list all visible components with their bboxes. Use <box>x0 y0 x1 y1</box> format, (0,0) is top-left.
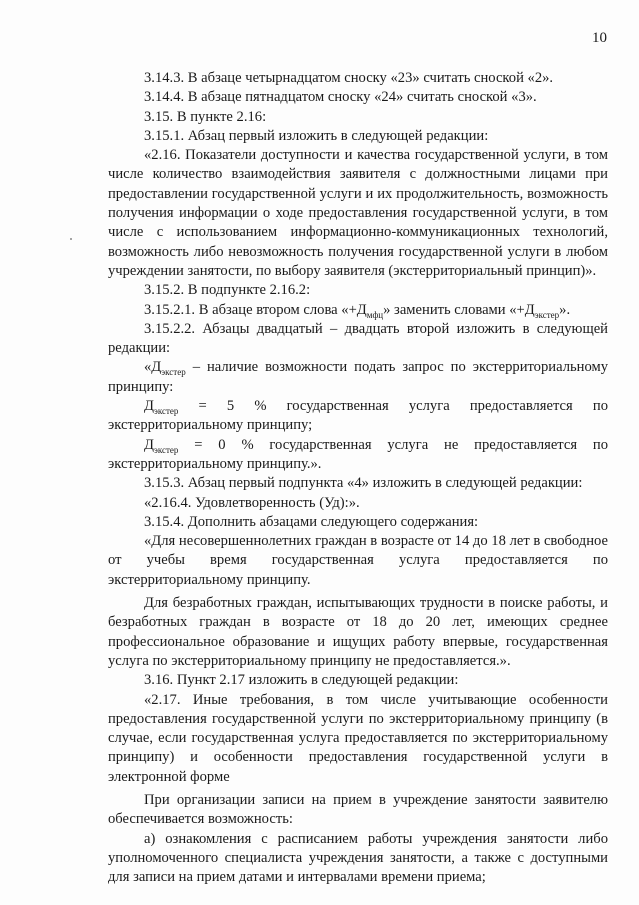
text-part: » заменить словами «+Д <box>383 301 535 318</box>
text-part: ». <box>559 301 571 318</box>
paragraph-2-17-quote: «2.17. Иные требования, в том числе учитывающие особенности предоставления государственной услуги по экстерриториальному принципу (в случае, если государственная услуга предоставляется по экстерриториальному принципу) и особенности предоставления государственной услуги в электронной форме <box>108 691 608 785</box>
formula-d-exter-0 <box>108 436 608 475</box>
subscript: экстер <box>153 405 179 416</box>
paragraph-3-14-3: 3.14.3. В абзаце четырнадцатом сноску «23» считать сноской «2». <box>144 70 554 86</box>
paragraph-2-16-quote: «2.16. Показатели доступности и качества государственной услуги, в том числе количество взаимодействия заявителя с должностными лицами при предоставлении государственной услуги и их продолжительность, возможность получения информации о ходе предоставления государственной услуги, в том числе с использованием информационно-коммуникационных технологий, возможность либо невозможность получения государственной услуги в любом учреждении занятости, по выбору заявителя (экстерриториальный принцип)». <box>108 147 608 279</box>
paragraph-unemployed: Для безработных граждан, испытывающих трудности в поиске работы, и безработных граждан в возрасте от 18 до 20 лет, имеющих среднее профессиональное образование и ищущих работу впервые, государственная услуга по экстерриториальному принципу не предоставляется.». <box>108 595 608 669</box>
subscript: экстер <box>161 367 186 378</box>
paragraph-3-15-4: 3.15.4. Дополнить абзацами следующего содержания: <box>144 513 479 530</box>
paragraph-item-a: а) ознакомления с расписанием работы учреждения занятости либо уполномоченного специалиста учреждения занятости, а также с доступными для записи на прием датами и интервалами времени приема; <box>108 830 608 886</box>
paragraph-appointment: При организации записи на прием в учреждение занятости заявителю обеспечивается возможность: <box>108 791 608 828</box>
paragraph-3-15-1: 3.15.1. Абзац первый изложить в следующей редакции: <box>144 127 489 144</box>
text-part: 3.15.2.1. В абзаце втором слова «+Д <box>144 301 367 318</box>
paragraph-3-16: 3.16. Пункт 2.17 изложить в следующей редакции: <box>144 672 459 689</box>
paragraph-3-15: 3.15. В пункте 2.16: <box>144 108 267 125</box>
text-part: Д <box>144 436 154 453</box>
text-part: = 5 % государственная услуга предоставляется по экстерриториальному принципу; <box>108 398 608 434</box>
text-part: «Д <box>144 359 162 376</box>
paragraph-minors: «Для несовершеннолетних граждан в возрасте от 14 до 18 лет в свободное от учебы время государственная услуга предоставляется по экстерриториальному принципу. <box>108 533 608 588</box>
subscript: экстер <box>534 309 560 320</box>
text-part: Д <box>144 398 154 415</box>
paragraph-3-15-3: 3.15.3. Абзац первый подпункта «4» изложить в следующей редакции: <box>144 475 583 492</box>
document-body <box>108 69 608 887</box>
paragraph-3-15-2-1 <box>108 301 608 320</box>
paragraph-2-16-4-quote: «2.16.4. Удовлетворенность (Уд):». <box>144 494 360 511</box>
paragraph-3-15-2-2: 3.15.2.2. Абзацы двадцатый – двадцать второй изложить в следующей редакции: <box>108 320 608 357</box>
paragraph-3-15-2: 3.15.2. В подпункте 2.16.2: <box>144 282 311 299</box>
formula-d-exter-5 <box>108 397 608 436</box>
subscript: мфц <box>366 309 384 320</box>
paragraph-3-14-4: 3.14.4. В абзаце пятнадцатом сноску «24» считать сноской «3». <box>144 89 537 106</box>
text-part: – наличие возможности подать запрос по экстерриториальному принципу: <box>108 359 608 395</box>
scan-speck <box>70 238 72 240</box>
page-number: 10 <box>592 30 607 46</box>
subscript: экстер <box>153 444 179 455</box>
formula-d-exter-definition <box>108 358 608 397</box>
text-part: = 0 % государственная услуга не предоставляется по экстерриториальному принципу.». <box>108 436 608 472</box>
